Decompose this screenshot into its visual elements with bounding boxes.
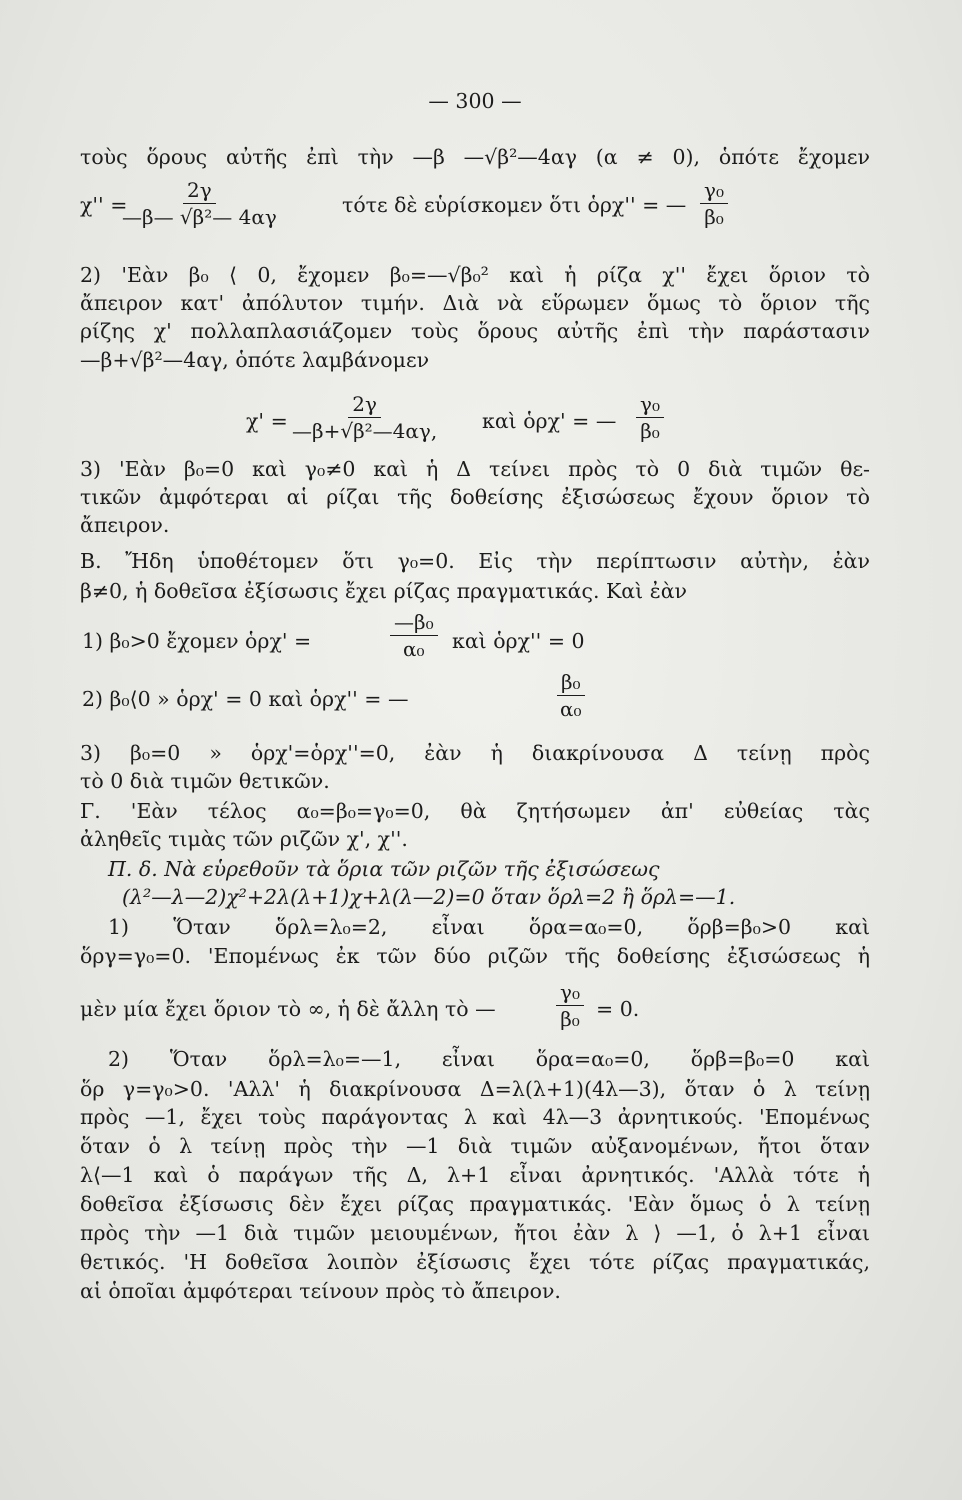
eq2-fraction bbox=[288, 392, 441, 443]
eq1-fraction bbox=[118, 178, 281, 229]
example-heading: Π. δ. Νὰ εὑρεθοῦν τὰ ὅρια τῶν ριζῶν τῆς ἐξισώσεως bbox=[108, 857, 660, 881]
text-line-5: ρίζης χ' πολλαπλασιάζομεν τοὺς ὅρους αὐτῆς ἐπὶ τὴν παράστασιν bbox=[80, 319, 870, 343]
case1-numerator: —β₀ bbox=[390, 610, 438, 636]
case2-fraction bbox=[556, 670, 586, 721]
eq2-limit-fraction bbox=[636, 392, 664, 443]
case2-denominator: α₀ bbox=[560, 697, 582, 721]
eq1-limit-denominator: β₀ bbox=[704, 205, 724, 229]
line23-denominator: β₀ bbox=[560, 1007, 580, 1031]
eq1-limit-fraction bbox=[700, 178, 728, 229]
example-equation: (λ²—λ—2)χ²+2λ(λ+1)χ+λ(λ—2)=0 ὅταν ὅρλ=2 ἢ ὅρλ=—1. bbox=[122, 885, 736, 909]
text-line-28: λ⟨—1 καὶ ὁ παράγων τῆς Δ, λ+1 εἶναι ἀρνητικός. 'Αλλὰ τότε ἡ bbox=[80, 1163, 870, 1187]
eq1-limit-numerator: γ₀ bbox=[700, 178, 728, 204]
text-line-17: Γ. 'Εὰν τέλος α₀=β₀=γ₀=0, θὰ ζητήσωμεν ἀπ' εὐθείας τὰς bbox=[80, 799, 870, 823]
eq2-lhs: χ' = bbox=[246, 409, 288, 433]
text-line-22: ὅργ=γ₀=0. 'Επομένως ἐκ τῶν δύο ριζῶν τῆς δοθείσης ἐξισώσεως ἡ bbox=[80, 944, 870, 968]
eq2-limit-denominator: β₀ bbox=[640, 419, 660, 443]
text-line-4: ἄπειρον κατ' ἀπόλυτον τιμήν. Διὰ νὰ εὕρωμεν ὅμως τὸ ὅριον τῆς bbox=[80, 291, 870, 315]
eq1-numerator: 2γ bbox=[183, 178, 216, 204]
text-line-21: 1) Ὅταν ὅρλ=λ₀=2, εἶναι ὅρα=α₀=0, ὅρβ=β₀>0 καὶ bbox=[108, 915, 870, 939]
text-line-1: τοὺς ὅρους αὐτῆς ἐπὶ τὴν —β —√β²—4αγ (α ≠ 0), ὁπότε ἔχομεν bbox=[80, 145, 870, 169]
case1-denominator: α₀ bbox=[403, 637, 425, 661]
eq1-lhs: χ'' = bbox=[80, 193, 128, 217]
text-line-31: θετικός. 'Η δοθεῖσα λοιπὸν ἐξίσωσις ἔχει τότε ρίζας πραγματικάς, bbox=[80, 1250, 870, 1274]
eq2-middle: καὶ ὁρχ' = — bbox=[482, 409, 617, 433]
text-line-11: Β. Ἤδη ὑποθέτομεν ὅτι γ₀=0. Εἰς τὴν περίπτωσιν αὐτὴν, ἐὰν bbox=[80, 549, 870, 573]
text-line-18: ἀληθεῖς τιμὰς τῶν ριζῶν χ', χ''. bbox=[80, 827, 408, 851]
line23-tail: = 0. bbox=[596, 997, 640, 1021]
text-line-16: τὸ 0 διὰ τιμῶν θετικῶν. bbox=[80, 769, 330, 793]
text-line-24: 2) Ὅταν ὅρλ=λ₀=—1, εἶναι ὅρα=α₀=0, ὅρβ=β₀=0 καὶ bbox=[108, 1047, 870, 1071]
eq1-middle: τότε δὲ εὑρίσκομεν ὅτι ὁρχ'' = — bbox=[342, 193, 687, 217]
eq2-limit-numerator: γ₀ bbox=[636, 392, 664, 418]
text-line-27: ὅταν ὁ λ τείνῃ πρὸς τὴν —1 διὰ τιμῶν αὐξανομένων, ἤτοι ὅταν bbox=[80, 1134, 870, 1158]
text-line-15: 3) β₀=0 » ὁρχ'=ὁρχ''=0, ἐὰν ἡ διακρίνουσα Δ τείνῃ πρὸς bbox=[80, 741, 870, 765]
text-line-29: δοθεῖσα ἐξίσωσις δὲν ἔχει ρίζας πραγματικάς. 'Εὰν ὅμως ὁ λ τείνῃ bbox=[80, 1192, 870, 1216]
text-line-9: τικῶν ἀμφότεραι αἱ ρίζαι τῆς δοθείσης ἐξισώσεως ἔχουν ὅριον τὸ bbox=[80, 485, 870, 509]
text-line-10: ἄπειρον. bbox=[80, 513, 170, 537]
eq2-numerator: 2γ bbox=[348, 392, 381, 418]
text-line-12: β≠0, ἡ δοθεῖσα ἐξίσωσις ἔχει ρίζας πραγματικάς. Καὶ ἐὰν bbox=[80, 579, 688, 603]
text-line-32: αἱ ὁποῖαι ἀμφότεραι τείνουν πρὸς τὸ ἄπειρον. bbox=[80, 1279, 561, 1303]
case2-text: 2) β₀⟨0 » ὁρχ' = 0 καὶ ὁρχ'' = — bbox=[82, 687, 409, 711]
eq2-denominator: —β+√β²—4αγ, bbox=[292, 419, 438, 443]
text-line-8: 3) 'Εὰν β₀=0 καὶ γ₀≠0 καὶ ἡ Δ τείνει πρὸς τὸ 0 διὰ τιμῶν θε- bbox=[80, 457, 870, 481]
case1-fraction bbox=[390, 610, 438, 661]
eq1-denominator: —β— √β²— 4αγ bbox=[122, 205, 277, 229]
case2-numerator: β₀ bbox=[557, 670, 585, 696]
text-line-6: —β+√β²—4αγ, ὁπότε λαμβάνομεν bbox=[80, 348, 430, 372]
text-line-30: πρὸς τὴν —1 διὰ τιμῶν μειουμένων, ἤτοι ἐὰν λ ⟩ —1, ὁ λ+1 εἶναι bbox=[80, 1221, 870, 1245]
case1-text: 1) β₀>0 ἔχομεν ὁρχ' = bbox=[82, 629, 312, 653]
text-line-25: ὅρ γ=γ₀>0. 'Αλλ' ἡ διακρίνουσα Δ=λ(λ+1)(4λ—3), ὅταν ὁ λ τείνῃ bbox=[80, 1077, 870, 1101]
text-line-23: μὲν μία ἔχει ὅριον τὸ ∞, ἡ δὲ ἄλλη τὸ — bbox=[80, 997, 496, 1021]
text-line-26: πρὸς —1, ἔχει τοὺς παράγοντας λ καὶ 4λ—3 ἀρνητικούς. 'Επομένως bbox=[80, 1105, 870, 1129]
line23-fraction bbox=[556, 980, 584, 1031]
case1-tail: καὶ ὁρχ'' = 0 bbox=[452, 629, 585, 653]
text-line-3: 2) 'Εὰν β₀ ⟨ 0, ἔχομεν β₀=—√β₀² καὶ ἡ ρίζα χ'' ἔχει ὅριον τὸ bbox=[80, 263, 870, 287]
page-number: — 300 — bbox=[428, 89, 522, 113]
line23-numerator: γ₀ bbox=[556, 980, 584, 1006]
